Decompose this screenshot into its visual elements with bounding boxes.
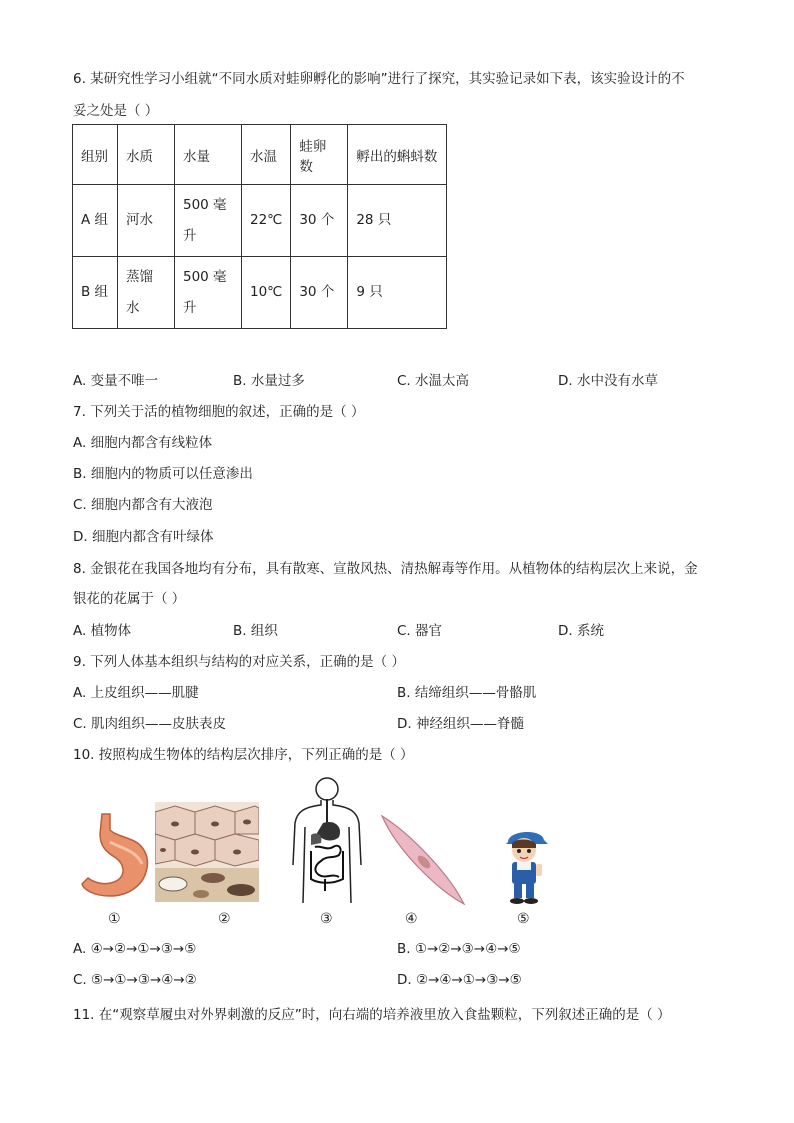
q10-stem: 10. 按照构成生物体的结构层次排序，下列正确的是（ ） [73,747,414,763]
q9-option-d[interactable]: D. 神经组织——脊髓 [397,716,524,732]
q7-option-b[interactable]: B. 细胞内的物质可以任意渗出 [73,466,253,482]
q8-option-c[interactable]: C. 器官 [397,623,443,639]
cell-eggs: 30 个 [291,257,348,329]
q9-option-c[interactable]: C. 肌肉组织——皮肤表皮 [73,716,227,732]
cell-water: 蒸馏水 [118,257,175,329]
header-tadpole-count: 孵出的蝌蚪数 [348,125,447,185]
q8-stem-line2: 银花的花属于（ ） [73,591,186,607]
table-row [73,185,447,257]
digestive-system-figure [287,775,367,905]
figure-label-4: ④ [405,911,418,927]
q7-stem: 7. 下列关于活的植物细胞的叙述，正确的是（ ） [73,404,365,420]
q8-option-d[interactable]: D. 系统 [558,623,604,639]
q11-stem: 11. 在“观察草履虫对外界刺激的反应”时，向右端的培养液里放入食盐颗粒，下列叙述正确的是（ ） [73,1007,671,1023]
cell-water: 河水 [118,185,175,257]
cell-amount [175,257,242,329]
figure-label-1: ① [108,911,121,927]
q8-option-a[interactable]: A. 植物体 [73,623,132,639]
header-water-temp: 水温 [242,125,291,185]
q6-stem-line1: 6. 某研究性学习小组就“不同水质对蛙卵孵化的影响”进行了探究，其实验记录如下表，该实验设计的不 [73,71,685,87]
table-row [73,257,447,329]
q6-option-b[interactable]: B. 水量过多 [233,373,305,389]
q8-stem-line1: 8. 金银花在我国各地均有分布，具有散寒、宣散风热、清热解毒等作用。从植物体的结构层次上来说，金 [73,561,698,577]
cell-temp: 10℃ [242,257,291,329]
header-group: 组别 [73,125,118,185]
q7-option-a[interactable]: A. 细胞内都含有线粒体 [73,435,213,451]
tissue-figure [155,802,259,902]
header-water-quality: 水质 [118,125,175,185]
q10-option-b[interactable]: B. ①→②→③→④→⑤ [397,941,521,957]
cell-amount-line1: 500 毫 [183,268,227,285]
header-water-amount: 水量 [175,125,242,185]
q9-option-a[interactable]: A. 上皮组织——肌腱 [73,685,199,701]
cell-amount-line2: 升 [183,227,197,244]
figure-label-5: ⑤ [517,911,530,927]
q9-stem: 9. 下列人体基本组织与结构的对应关系，正确的是（ ） [73,654,405,670]
q8-option-b[interactable]: B. 组织 [233,623,278,639]
stomach-figure [80,812,152,898]
q10-option-c[interactable]: C. ⑤→①→③→④→② [73,972,197,988]
cell-eggs: 30 个 [291,185,348,257]
figure-label-3: ③ [320,911,333,927]
q9-option-b[interactable]: B. 结缔组织——骨骼肌 [397,685,537,701]
cell-group: A 组 [73,185,118,257]
table-header-row [73,125,447,185]
figure-label-2: ② [218,911,231,927]
q6-option-c[interactable]: C. 水温太高 [397,373,470,389]
cell-tadpoles: 28 只 [348,185,447,257]
cell-tadpoles: 9 只 [348,257,447,329]
header-egg-count: 蛙卵数 [291,125,348,185]
q6-option-a[interactable]: A. 变量不唯一 [73,373,159,389]
muscle-cell-figure [378,812,468,908]
cell-amount-line1: 500 毫 [183,196,227,213]
q6-stem-line2: 妥之处是（ ） [73,103,159,119]
q6-option-d[interactable]: D. 水中没有水草 [558,373,658,389]
q10-option-a[interactable]: A. ④→②→①→③→⑤ [73,941,197,957]
q10-option-d[interactable]: D. ②→④→①→③→⑤ [397,972,522,988]
cell-group: B 组 [73,257,118,329]
cell-amount [175,185,242,257]
q7-option-d[interactable]: D. 细胞内都含有叶绿体 [73,529,214,545]
cell-amount-line2: 升 [183,299,197,316]
experiment-table [72,124,447,329]
q7-option-c[interactable]: C. 细胞内都含有大液泡 [73,497,213,513]
cell-temp: 22℃ [242,185,291,257]
person-figure [502,826,550,906]
